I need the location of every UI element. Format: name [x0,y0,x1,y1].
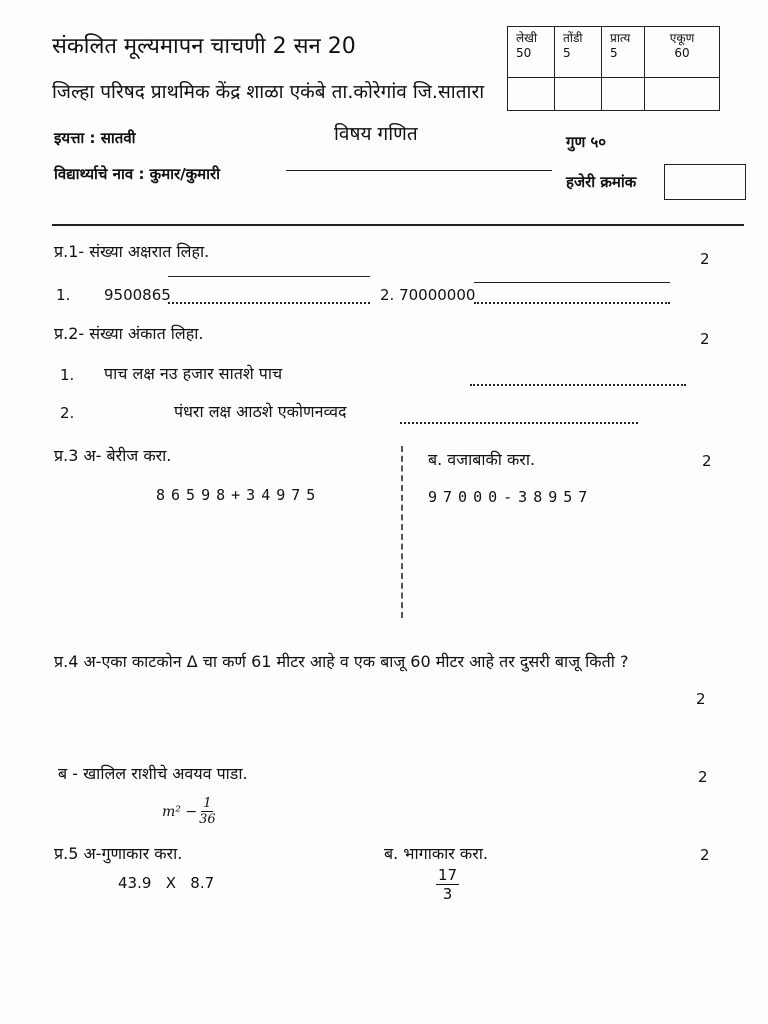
q2-item1-words: पाच लक्ष नउ हजार सातशे पाच [104,364,283,383]
score-header-practical: प्रात्य 5 [602,27,645,78]
q1-item1-number: 9500865 [104,286,171,304]
q5b-title: ब. भागाकार करा. [384,844,488,863]
score-cell[interactable] [508,78,555,111]
q3-marks: 2 [702,452,712,470]
score-table [507,26,720,111]
header-divider [52,224,744,226]
q5a-title: प्र.5 अ-गुणाकार करा. [54,844,183,863]
q4a-title: प्र.4 अ-एका काटकोन Δ चा कर्ण 61 मीटर आहे व एक बाजू 60 मीटर आहे तर दुसरी बाजू किती ? [54,652,629,671]
q4b-fraction-numerator: 1 [203,796,212,811]
q1-item2: 2. 70000000 [380,286,476,304]
score-header-total: एकूण 60 [645,27,720,78]
q5-marks: 2 [700,846,710,864]
q1-answer-line-2[interactable] [474,282,670,283]
q1-answer-line-1[interactable] [168,276,370,277]
q4b-expression-base: m² − [162,803,198,820]
q4b-fraction [199,796,216,827]
score-cell[interactable] [645,78,720,111]
score-cell[interactable] [555,78,602,111]
class-label: इयत्ता : सातवी [54,129,136,147]
q2-answer-dots-2[interactable] [400,408,638,424]
score-header-written: लेखी 50 [508,27,555,78]
student-name-field[interactable] [286,170,552,171]
q5b-fraction [436,866,459,903]
q2-answer-dots-1[interactable] [470,370,686,386]
q5b-denominator: 3 [442,885,453,903]
q2-item2-no: 2. [60,404,75,422]
q2-marks: 2 [700,330,710,348]
score-header-oral: तोंडी 5 [555,27,602,78]
q5a-expression: 43.9 X 8.7 [118,874,215,892]
q5b-numerator: 17 [438,866,458,884]
student-name-label: विद्यार्थ्याचे नाव : कुमार/कुमारी [54,165,221,183]
q4a-marks: 2 [696,690,706,708]
roll-number-box[interactable] [664,164,746,200]
q4b-title: ब - खालिल राशीचे अवयव पाडा. [58,764,248,783]
q4b-expression [162,796,216,827]
q1-answer-dots-1[interactable] [168,288,370,304]
score-cell[interactable] [602,78,645,111]
paper-title: संकलित मूल्यमापन चाचणी 2 सन 20 [52,34,356,59]
q3a-title: प्र.3 अ- बेरीज करा. [54,446,172,465]
q1-answer-dots-2[interactable] [474,288,670,304]
q2-item2-words: पंधरा लक्ष आठशे एकोणनव्वद [174,402,347,421]
q4b-fraction-denominator: 36 [199,812,216,827]
q1-item1-no: 1. [56,286,71,304]
roll-label: हजेरी क्रमांक [566,173,637,191]
q3b-title: ब. वजाबाकी करा. [428,450,536,469]
q4b-marks: 2 [698,768,708,786]
q2-item1-no: 1. [60,366,75,384]
q3a-expression: 86598+34975 [156,486,322,504]
q3-divider [401,446,403,618]
q1-marks: 2 [700,250,710,268]
school-name: जिल्हा परिषद प्राथमिक केंद्र शाळा एकंबे ता.कोरेगांव जि.सातारा [52,81,485,103]
subject-label: विषय गणित [334,123,418,145]
q1-title: प्र.1- संख्या अक्षरात लिहा. [54,242,210,261]
marks-label: गुण ५० [566,133,607,151]
q2-title: प्र.2- संख्या अंकात लिहा. [54,324,204,343]
q3b-expression: 97000-38957 [428,488,594,506]
